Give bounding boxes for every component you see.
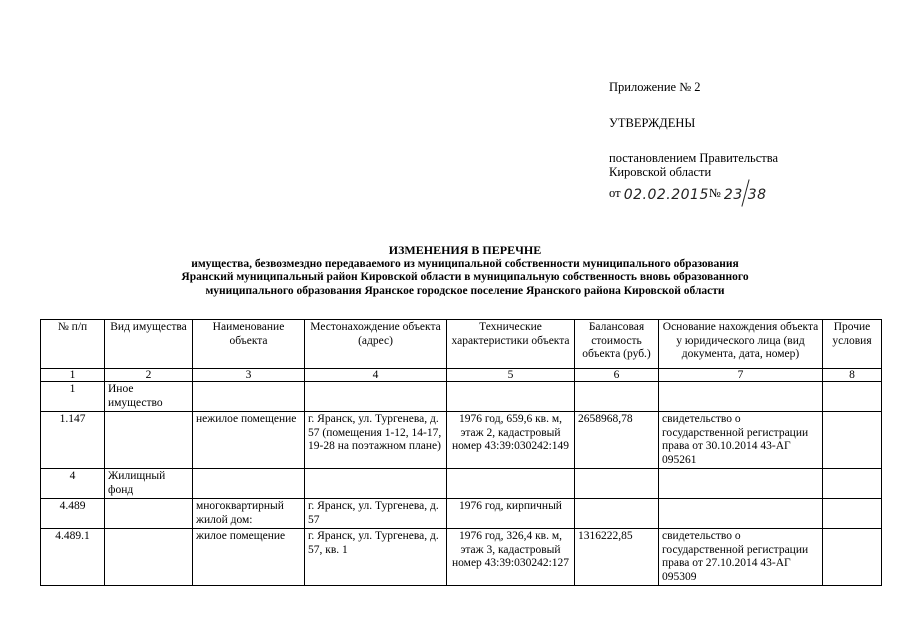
header-cell: Балансовая стоимость объекта (руб.) (575, 320, 659, 369)
header-row (41, 320, 882, 369)
cell-type (105, 412, 193, 469)
table-row (41, 412, 882, 469)
cell-address: г. Яранск, ул. Тургенева, д. 57 (помещения 1-12, 14-17, 19-28 на поэтажном плане) (305, 412, 447, 469)
cell-type (105, 499, 193, 529)
cell-name: жилое помещение (193, 529, 305, 586)
cell-basis (659, 469, 823, 499)
date-prefix: от (609, 186, 621, 200)
header-cell: Местонахождение объекта (адрес) (305, 320, 447, 369)
cell-name (193, 382, 305, 412)
table-row (41, 499, 882, 529)
cell-specs: 1976 год, 659,6 кв. м, этаж 2, кадастровый номер 43:39:030242:149 (447, 412, 575, 469)
handwritten-number: 23 (723, 187, 743, 203)
column-number: 8 (823, 369, 882, 382)
cell-other (823, 412, 882, 469)
property-table (40, 319, 882, 586)
header-cell: Технические характеристики объекта (447, 320, 575, 369)
cell-value (575, 499, 659, 529)
cell-basis (659, 499, 823, 529)
cell-address: г. Яранск, ул. Тургенева, д. 57, кв. 1 (305, 529, 447, 586)
header-cell: Вид имущества (105, 320, 193, 369)
column-number: 2 (105, 369, 193, 382)
cell-basis: свидетельство о государственной регистрации права от 30.10.2014 43-АГ 095261 (659, 412, 823, 469)
cell-other (823, 382, 882, 412)
header-cell: Основание нахождения объекта у юридического лица (вид документа, дата, номер) (659, 320, 823, 369)
header-cell: Прочие условия (823, 320, 882, 369)
title-line-3: Яранский муниципальный район Кировской области в муниципальную собственность вновь образованного (181, 271, 749, 283)
table-row (41, 529, 882, 586)
cell-basis: свидетельство о государственной регистрации права от 27.10.2014 43-АГ 095309 (659, 529, 823, 586)
table-row (41, 382, 882, 412)
decree-line-1: постановлением Правительства (609, 151, 779, 165)
document-title (130, 244, 800, 298)
column-number: 1 (41, 369, 105, 382)
cell-type: Иное имущество (105, 382, 193, 412)
cell-basis (659, 382, 823, 412)
handwritten-number-suffix: 38 (747, 187, 767, 203)
column-number: 4 (305, 369, 447, 382)
cell-other (823, 499, 882, 529)
cell-value: 1316222,85 (575, 529, 659, 586)
cell-value (575, 469, 659, 499)
column-number: 5 (447, 369, 575, 382)
cell-specs (447, 382, 575, 412)
title-line-1: ИЗМЕНЕНИЯ В ПЕРЕЧНЕ (388, 243, 542, 257)
cell-value: 2658968,78 (575, 412, 659, 469)
approved-label: УТВЕРЖДЕНЫ (609, 116, 696, 130)
appendix-label: Приложение № 2 (609, 80, 701, 94)
cell-number: 4.489 (41, 499, 105, 529)
cell-number: 1.147 (41, 412, 105, 469)
cell-specs: 1976 год, кирпичный (447, 499, 575, 529)
header-cell: Наименование объекта (193, 320, 305, 369)
title-line-4: муниципального образования Яранское городское поселение Яранского района Кировской области (205, 284, 725, 297)
cell-number: 1 (41, 382, 105, 412)
table-row (41, 469, 882, 499)
cell-type (105, 529, 193, 586)
cell-name (193, 469, 305, 499)
handwritten-date: 02.02.2015 (623, 187, 709, 203)
column-number: 6 (575, 369, 659, 382)
cell-number: 4 (41, 469, 105, 499)
decree-line-2: Кировской области (609, 165, 712, 179)
cell-name: нежилое помещение (193, 412, 305, 469)
cell-other (823, 529, 882, 586)
cell-specs (447, 469, 575, 499)
cell-address: г. Яранск, ул. Тургенева, д. 57 (305, 499, 447, 529)
column-number: 3 (193, 369, 305, 382)
number-prefix: № (708, 186, 721, 200)
approval-block (609, 80, 778, 207)
column-number: 7 (659, 369, 823, 382)
column-number-row (41, 369, 882, 382)
cell-type: Жилищный фонд (105, 469, 193, 499)
cell-number: 4.489.1 (41, 529, 105, 586)
cell-specs: 1976 год, 326,4 кв. м, этаж 3, кадастровый номер 43:39:030242:127 (447, 529, 575, 586)
decree-date-line (609, 179, 778, 207)
cell-address (305, 469, 447, 499)
title-line-2: имущества, безвозмездно передаваемого из муниципальной собственности муниципального образования (191, 257, 739, 270)
cell-value (575, 382, 659, 412)
cell-other (823, 469, 882, 499)
cell-address (305, 382, 447, 412)
header-cell: № п/п (41, 320, 105, 369)
cell-name: многоквартирный жилой дом: (193, 499, 305, 529)
